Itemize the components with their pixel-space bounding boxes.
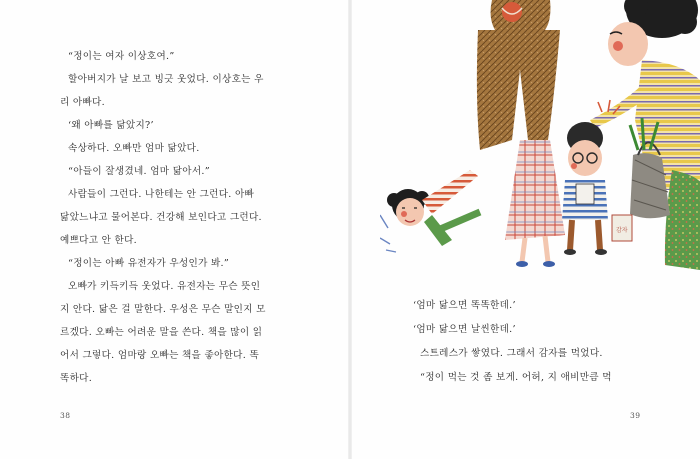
text-line: ‘엄마 닮으면 똑똑한데.’	[413, 300, 516, 311]
text-line: “아들이 잘생겼네. 엄마 닮아서.”	[68, 166, 210, 177]
father-figure	[477, 0, 560, 150]
text-line: 리 아빠다.	[60, 97, 105, 108]
text-line: “정이는 여자 이상호여.”	[68, 51, 175, 62]
book-gutter	[348, 0, 352, 459]
text-line: 예쁘다고 안 한다.	[60, 235, 138, 246]
text-line: “정이 먹는 것 좀 보게. 어허, 지 애비만큼 먹	[420, 372, 612, 383]
text-line: ‘왜 아빠를 닮았지?’	[68, 120, 154, 131]
text-line: 사람들이 그런다. 나한테는 안 그런다. 아빠	[68, 189, 255, 200]
text-line: 할아버지가 날 보고 빙긋 웃었다. 이상호는 우	[68, 74, 264, 85]
girl-in-dress	[505, 140, 565, 267]
text-line: 지 안다. 닮은 걸 말한다. 우성은 무슨 말인지 모	[60, 304, 266, 315]
text-line: 속상하다. 오빠만 엄마 닮았다.	[68, 143, 200, 154]
text-line: “정이는 아빠 유전자가 우성인가 봐.”	[68, 258, 230, 269]
little-girl-tumbling	[380, 170, 480, 252]
text-line: 르겠다. 오빠는 어려운 말을 쓴다. 책을 많이 읽	[60, 327, 263, 338]
text-line: 스트레스가 쌓였다. 그래서 감자를 먹었다.	[420, 348, 603, 359]
mother-figure	[590, 0, 700, 270]
page-number-right: 39	[630, 411, 641, 420]
family-illustration	[380, 0, 700, 285]
text-line: 오빠가 키득키득 웃었다. 유전자는 무슨 뜻인	[68, 281, 261, 292]
text-line: 똑하다.	[60, 373, 93, 384]
text-line: ‘엄마 닮으면 날씬한데.’	[413, 324, 516, 335]
bag-label: 감자	[616, 227, 628, 234]
text-line: 닮았느냐고 물어본다. 건강해 보인다고 그런다.	[60, 212, 262, 223]
text-line: 어서 그렇다. 엄마랑 오빠는 책을 좋아한다. 똑	[60, 350, 260, 361]
page-number-left: 38	[60, 411, 71, 420]
